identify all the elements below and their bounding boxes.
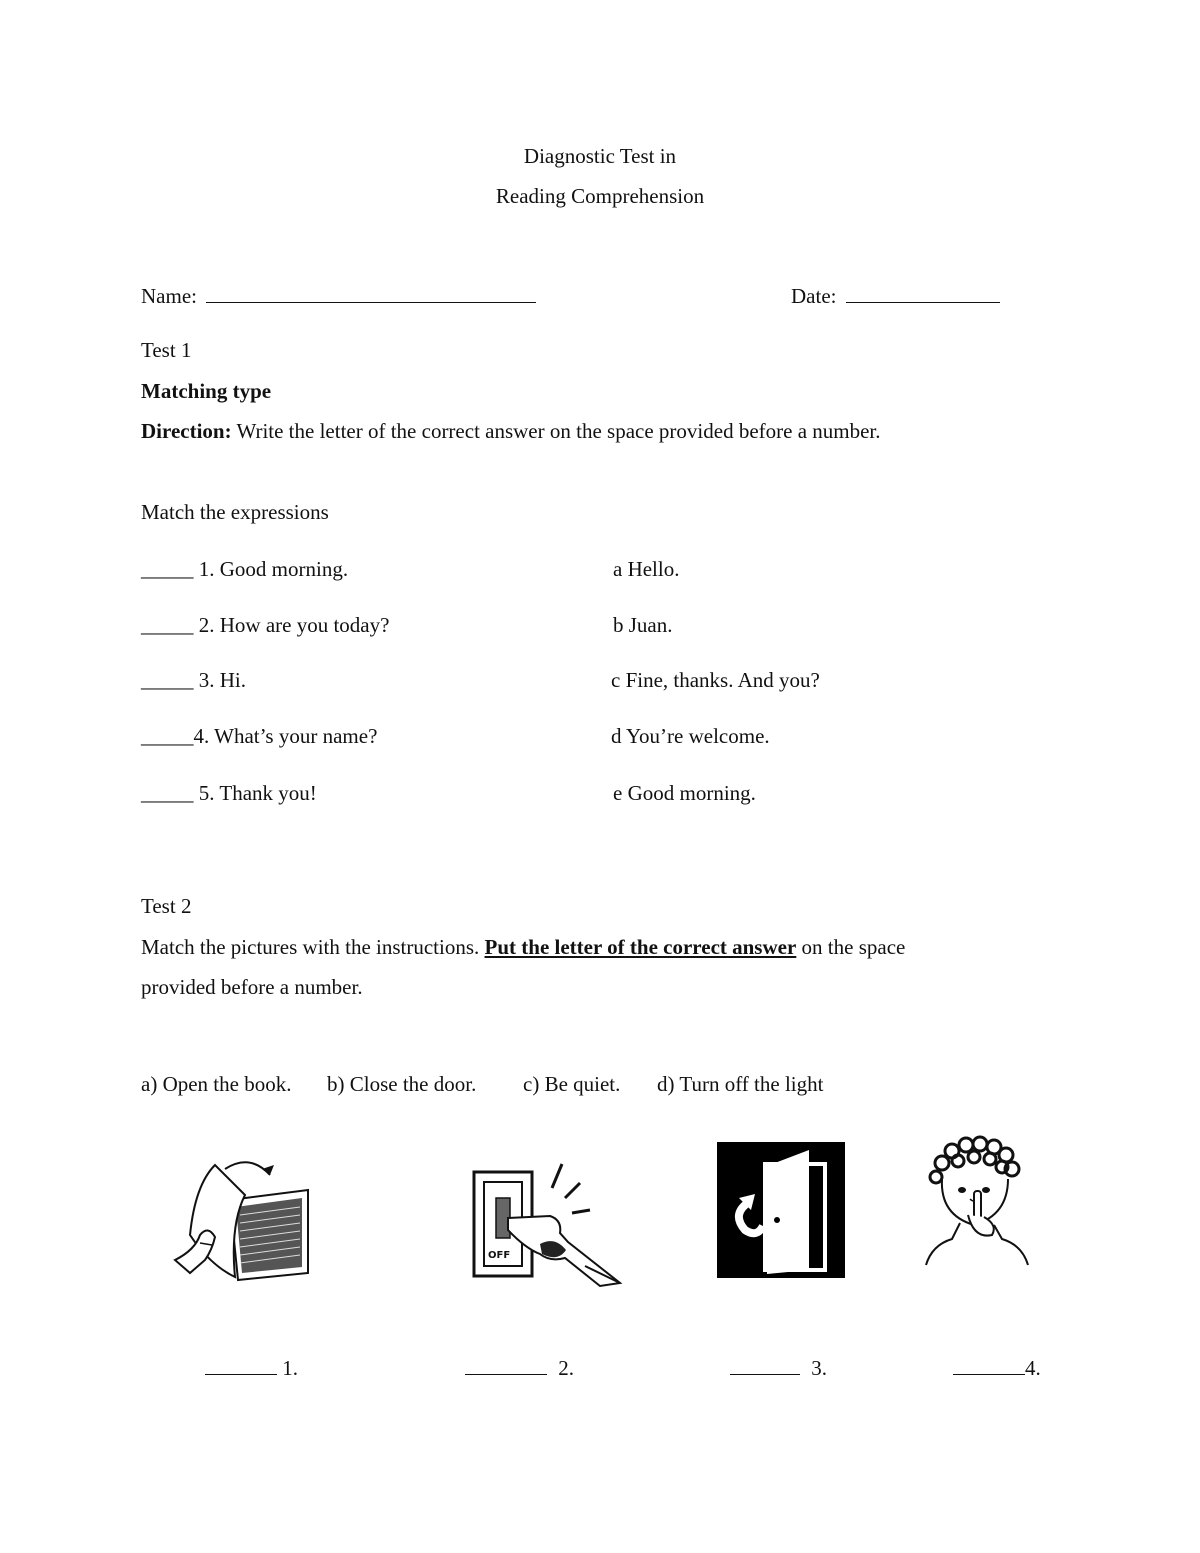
svg-text:OFF: OFF <box>488 1250 511 1261</box>
answer-option: a Hello. <box>613 557 680 581</box>
date-field[interactable] <box>791 284 1000 307</box>
name-blank[interactable] <box>206 284 536 303</box>
instruction-part-2: on the space <box>796 935 906 959</box>
open-book-icon <box>170 1155 315 1285</box>
answer-option: b Juan. <box>613 613 673 637</box>
direction-label: Direction: <box>141 419 232 443</box>
light-switch-icon <box>470 1158 625 1288</box>
picture-blank[interactable] <box>205 1356 277 1375</box>
date-blank[interactable] <box>846 284 1000 303</box>
answer-blank[interactable]: _____ <box>141 781 194 805</box>
question-item[interactable] <box>141 615 389 636</box>
picture-blank[interactable] <box>730 1356 800 1375</box>
picture-number: 4. <box>1025 1356 1041 1380</box>
question-text: 2. How are you today? <box>193 613 390 637</box>
answer-blank[interactable]: _____ <box>141 724 194 748</box>
name-field[interactable] <box>141 284 536 307</box>
choice-a: a) Open the book. <box>141 1072 292 1096</box>
question-text: 3. Hi. <box>193 668 246 692</box>
answer-blank[interactable]: _____ <box>141 557 194 581</box>
picture-number: 2. <box>558 1356 574 1380</box>
answer-option: e Good morning. <box>613 781 756 805</box>
question-item[interactable] <box>141 559 348 580</box>
picture-answer-4[interactable] <box>953 1356 1041 1379</box>
choice-c: c) Be quiet. <box>523 1072 621 1096</box>
answer-option: d You’re welcome. <box>611 724 770 748</box>
test2-instruction-line-2: provided before a number. <box>141 975 363 999</box>
test2-heading: Test 2 <box>141 894 192 918</box>
question-text: 5. Thank you! <box>193 781 317 805</box>
question-text: 4. What’s your name? <box>193 724 378 748</box>
answer-blank[interactable]: _____ <box>141 668 194 692</box>
picture-answer-2[interactable] <box>465 1356 574 1379</box>
closing-door-icon <box>717 1142 845 1278</box>
title-line-2: Reading Comprehension <box>495 184 705 208</box>
title-line-1: Diagnostic Test in <box>523 144 677 168</box>
picture-number: 1. <box>282 1356 298 1380</box>
question-item[interactable] <box>141 783 317 804</box>
picture-blank[interactable] <box>953 1356 1025 1375</box>
picture-answer-3[interactable] <box>730 1356 827 1379</box>
picture-number: 3. <box>811 1356 827 1380</box>
direction-text: Write the letter of the correct answer on the space provided before a number. <box>231 419 881 443</box>
choice-d: d) Turn off the light <box>657 1072 824 1096</box>
instruction-emphasis: Put the letter of the correct answer <box>484 935 797 959</box>
test1-direction <box>141 421 881 442</box>
question-item[interactable] <box>141 726 377 747</box>
picture-blank[interactable] <box>465 1356 547 1375</box>
quiet-child-icon <box>922 1135 1032 1270</box>
date-label: Date: <box>791 284 837 308</box>
test1-heading: Test 1 <box>141 338 192 362</box>
answer-blank[interactable]: _____ <box>141 613 194 637</box>
test1-instruction: Match the expressions <box>141 500 329 524</box>
question-text: 1. Good morning. <box>193 557 349 581</box>
answer-option: c Fine, thanks. And you? <box>611 668 820 692</box>
instruction-part-1: Match the pictures with the instructions. <box>141 935 485 959</box>
picture-answer-1[interactable] <box>205 1356 298 1379</box>
test2-instruction <box>141 937 905 958</box>
question-item[interactable] <box>141 670 246 691</box>
choice-b: b) Close the door. <box>327 1072 477 1096</box>
test1-type: Matching type <box>141 379 272 403</box>
name-label: Name: <box>141 284 197 308</box>
